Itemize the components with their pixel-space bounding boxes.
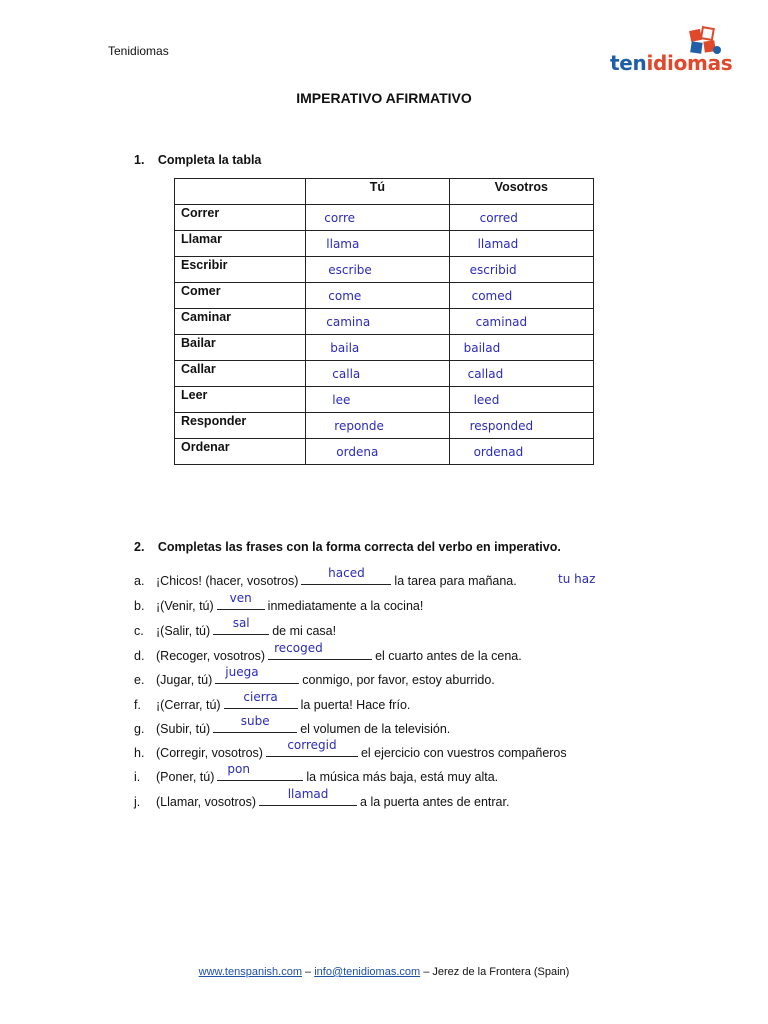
handwritten-answer: llama bbox=[326, 237, 360, 251]
handwritten-answer: comed bbox=[471, 289, 513, 303]
sentence-letter: f. bbox=[134, 698, 141, 712]
vosotros-answer-cell bbox=[449, 361, 593, 387]
handwritten-answer: sube bbox=[240, 714, 270, 728]
footer-location-text: – Jerez de la Frontera (Spain) bbox=[420, 966, 570, 978]
sentence-before: (Corregir, vosotros) bbox=[156, 746, 263, 760]
handwritten-answer: haced bbox=[328, 566, 365, 580]
sentence-item bbox=[134, 616, 337, 638]
verb-cell: Responder bbox=[175, 413, 306, 439]
logo-ten-text: ten bbox=[610, 51, 647, 75]
handwritten-answer: sal bbox=[232, 616, 250, 630]
sentence-item bbox=[134, 566, 517, 588]
header-left-text: Tenidiomas bbox=[108, 44, 169, 58]
answer-blank bbox=[217, 762, 303, 781]
handwritten-answer: camina bbox=[326, 315, 371, 329]
table-row bbox=[175, 361, 594, 387]
section1-heading bbox=[134, 151, 261, 169]
sentence-item bbox=[134, 591, 424, 613]
handwritten-answer: corred bbox=[479, 211, 518, 225]
verb-cell: Correr bbox=[175, 205, 306, 231]
sentence-item bbox=[134, 714, 451, 736]
answer-blank bbox=[213, 714, 297, 733]
answer-blank bbox=[215, 665, 299, 684]
tu-answer-cell bbox=[306, 387, 449, 413]
sentence-letter: e. bbox=[134, 673, 145, 687]
answer-blank bbox=[301, 566, 391, 585]
tu-answer-cell bbox=[306, 413, 449, 439]
table-header-vosotros: Vosotros bbox=[449, 179, 593, 205]
handwritten-answer: corregid bbox=[287, 738, 337, 752]
handwritten-extra-note: tu haz bbox=[558, 572, 596, 586]
table-header-row bbox=[175, 179, 594, 205]
verb-cell: Ordenar bbox=[175, 439, 306, 465]
tu-answer-cell bbox=[306, 309, 449, 335]
footer-separator: – bbox=[301, 966, 315, 978]
table-row bbox=[175, 387, 594, 413]
sentence-letter: g. bbox=[134, 722, 145, 736]
handwritten-answer: ven bbox=[229, 591, 252, 605]
sentence-after: la tarea para mañana. bbox=[394, 574, 517, 588]
tenidiomas-logo bbox=[608, 26, 733, 78]
page-footer bbox=[0, 966, 768, 978]
section1-number: 1. bbox=[134, 153, 145, 167]
vosotros-answer-cell bbox=[449, 257, 593, 283]
handwritten-answer: llamad bbox=[477, 237, 519, 251]
sentence-after: la puerta! Hace frío. bbox=[300, 698, 411, 712]
sentence-item bbox=[134, 787, 510, 809]
footer-website-link[interactable]: www.tenspanish.com bbox=[198, 966, 302, 978]
tu-answer-cell bbox=[306, 361, 449, 387]
logo-wordmark bbox=[610, 51, 732, 75]
answer-blank bbox=[268, 641, 372, 660]
section2-heading bbox=[134, 538, 561, 556]
verb-cell: Leer bbox=[175, 387, 306, 413]
handwritten-answer: responded bbox=[469, 419, 534, 433]
tu-answer-cell bbox=[306, 439, 449, 465]
sentence-letter: a. bbox=[134, 574, 145, 588]
section2-heading-text: Completas las frases con la forma correcta del verbo en imperativo. bbox=[157, 540, 561, 554]
vosotros-answer-cell bbox=[449, 413, 593, 439]
tu-answer-cell bbox=[306, 231, 449, 257]
sentence-after: la música más baja, está muy alta. bbox=[306, 770, 499, 784]
handwritten-answer: baila bbox=[330, 341, 360, 355]
sentence-after: el volumen de la televisión. bbox=[300, 722, 451, 736]
handwritten-answer: bailad bbox=[463, 341, 501, 355]
verb-cell: Llamar bbox=[175, 231, 306, 257]
handwritten-answer: ordenad bbox=[473, 445, 524, 459]
sentence-before: (Subir, tú) bbox=[156, 722, 211, 736]
sentence-after: conmigo, por favor, estoy aburrido. bbox=[302, 673, 495, 687]
verb-cell: Escribir bbox=[175, 257, 306, 283]
section2-number: 2. bbox=[134, 540, 145, 554]
handwritten-answer: corre bbox=[324, 211, 355, 225]
page-title: IMPERATIVO AFIRMATIVO bbox=[296, 90, 472, 106]
vosotros-answer-cell bbox=[449, 309, 593, 335]
table-row bbox=[175, 439, 594, 465]
verb-cell: Comer bbox=[175, 283, 306, 309]
sentence-before: (Jugar, tú) bbox=[156, 673, 213, 687]
footer-email-link[interactable]: info@tenidiomas.com bbox=[314, 966, 421, 978]
handwritten-answer: escribe bbox=[328, 263, 372, 277]
sentence-item bbox=[134, 641, 522, 663]
verb-cell: Callar bbox=[175, 361, 306, 387]
logo-idiomas-text: idiomas bbox=[646, 51, 733, 75]
sentence-before: (Llamar, vosotros) bbox=[156, 795, 257, 809]
answer-blank bbox=[266, 738, 358, 757]
sentence-before: ¡Chicos! (hacer, vosotros) bbox=[156, 574, 299, 588]
table-header-tu: Tú bbox=[306, 179, 449, 205]
sentence-after: inmediatamente a la cocina! bbox=[267, 599, 424, 613]
sentence-after: a la puerta antes de entrar. bbox=[360, 795, 510, 809]
sentence-item bbox=[134, 690, 411, 712]
tu-answer-cell bbox=[306, 283, 449, 309]
table-row bbox=[175, 205, 594, 231]
tu-answer-cell bbox=[306, 257, 449, 283]
table-row bbox=[175, 413, 594, 439]
tu-answer-cell bbox=[306, 335, 449, 361]
tu-answer-cell bbox=[306, 205, 449, 231]
sentence-item bbox=[134, 738, 567, 760]
table-row bbox=[175, 335, 594, 361]
table-row bbox=[175, 257, 594, 283]
handwritten-answer: cierra bbox=[243, 690, 278, 704]
sentence-before: (Poner, tú) bbox=[156, 770, 215, 784]
sentence-letter: h. bbox=[134, 746, 145, 760]
handwritten-answer: calla bbox=[332, 367, 361, 381]
handwritten-answer: reponde bbox=[334, 419, 384, 433]
vosotros-answer-cell bbox=[449, 231, 593, 257]
sentence-item bbox=[134, 762, 499, 784]
answer-blank bbox=[213, 616, 269, 635]
table-row bbox=[175, 231, 594, 257]
handwritten-answer: escribid bbox=[469, 263, 517, 277]
sentence-letter: i. bbox=[134, 770, 141, 784]
handwritten-answer: juega bbox=[225, 665, 259, 679]
answer-blank bbox=[259, 787, 357, 806]
table-row bbox=[175, 283, 594, 309]
vosotros-answer-cell bbox=[449, 439, 593, 465]
answer-blank bbox=[217, 591, 265, 610]
vosotros-answer-cell bbox=[449, 283, 593, 309]
sentence-letter: b. bbox=[134, 599, 145, 613]
verb-cell: Bailar bbox=[175, 335, 306, 361]
sentence-letter: j. bbox=[134, 795, 141, 809]
handwritten-answer: llamad bbox=[287, 787, 329, 801]
verb-cell: Caminar bbox=[175, 309, 306, 335]
sentence-letter: c. bbox=[134, 624, 144, 638]
handwritten-answer: caminad bbox=[475, 315, 528, 329]
table-row bbox=[175, 309, 594, 335]
vosotros-answer-cell bbox=[449, 335, 593, 361]
handwritten-answer: ordena bbox=[336, 445, 379, 459]
sentence-item bbox=[134, 665, 495, 687]
handwritten-answer: lee bbox=[332, 393, 351, 407]
vosotros-answer-cell bbox=[449, 387, 593, 413]
sentence-after: el ejercicio con vuestros compañeros bbox=[360, 746, 567, 760]
sentence-before: (Recoger, vosotros) bbox=[156, 649, 266, 663]
sentence-before: ¡(Salir, tú) bbox=[156, 624, 211, 638]
handwritten-answer: pon bbox=[227, 762, 250, 776]
sentence-before: ¡(Venir, tú) bbox=[156, 599, 214, 613]
vosotros-answer-cell bbox=[449, 205, 593, 231]
sentence-after: de mi casa! bbox=[272, 624, 337, 638]
handwritten-answer: callad bbox=[467, 367, 504, 381]
sentence-after: el cuarto antes de la cena. bbox=[375, 649, 522, 663]
sentence-before: ¡(Cerrar, tú) bbox=[156, 698, 221, 712]
sentence-letter: d. bbox=[134, 649, 145, 663]
conjugation-table bbox=[174, 178, 594, 465]
section1-heading-text: Completa la tabla bbox=[157, 153, 262, 167]
handwritten-answer: come bbox=[328, 289, 362, 303]
handwritten-answer: recoged bbox=[274, 641, 323, 655]
handwritten-answer: leed bbox=[473, 393, 500, 407]
table-header-empty bbox=[175, 179, 306, 205]
answer-blank bbox=[224, 690, 298, 709]
